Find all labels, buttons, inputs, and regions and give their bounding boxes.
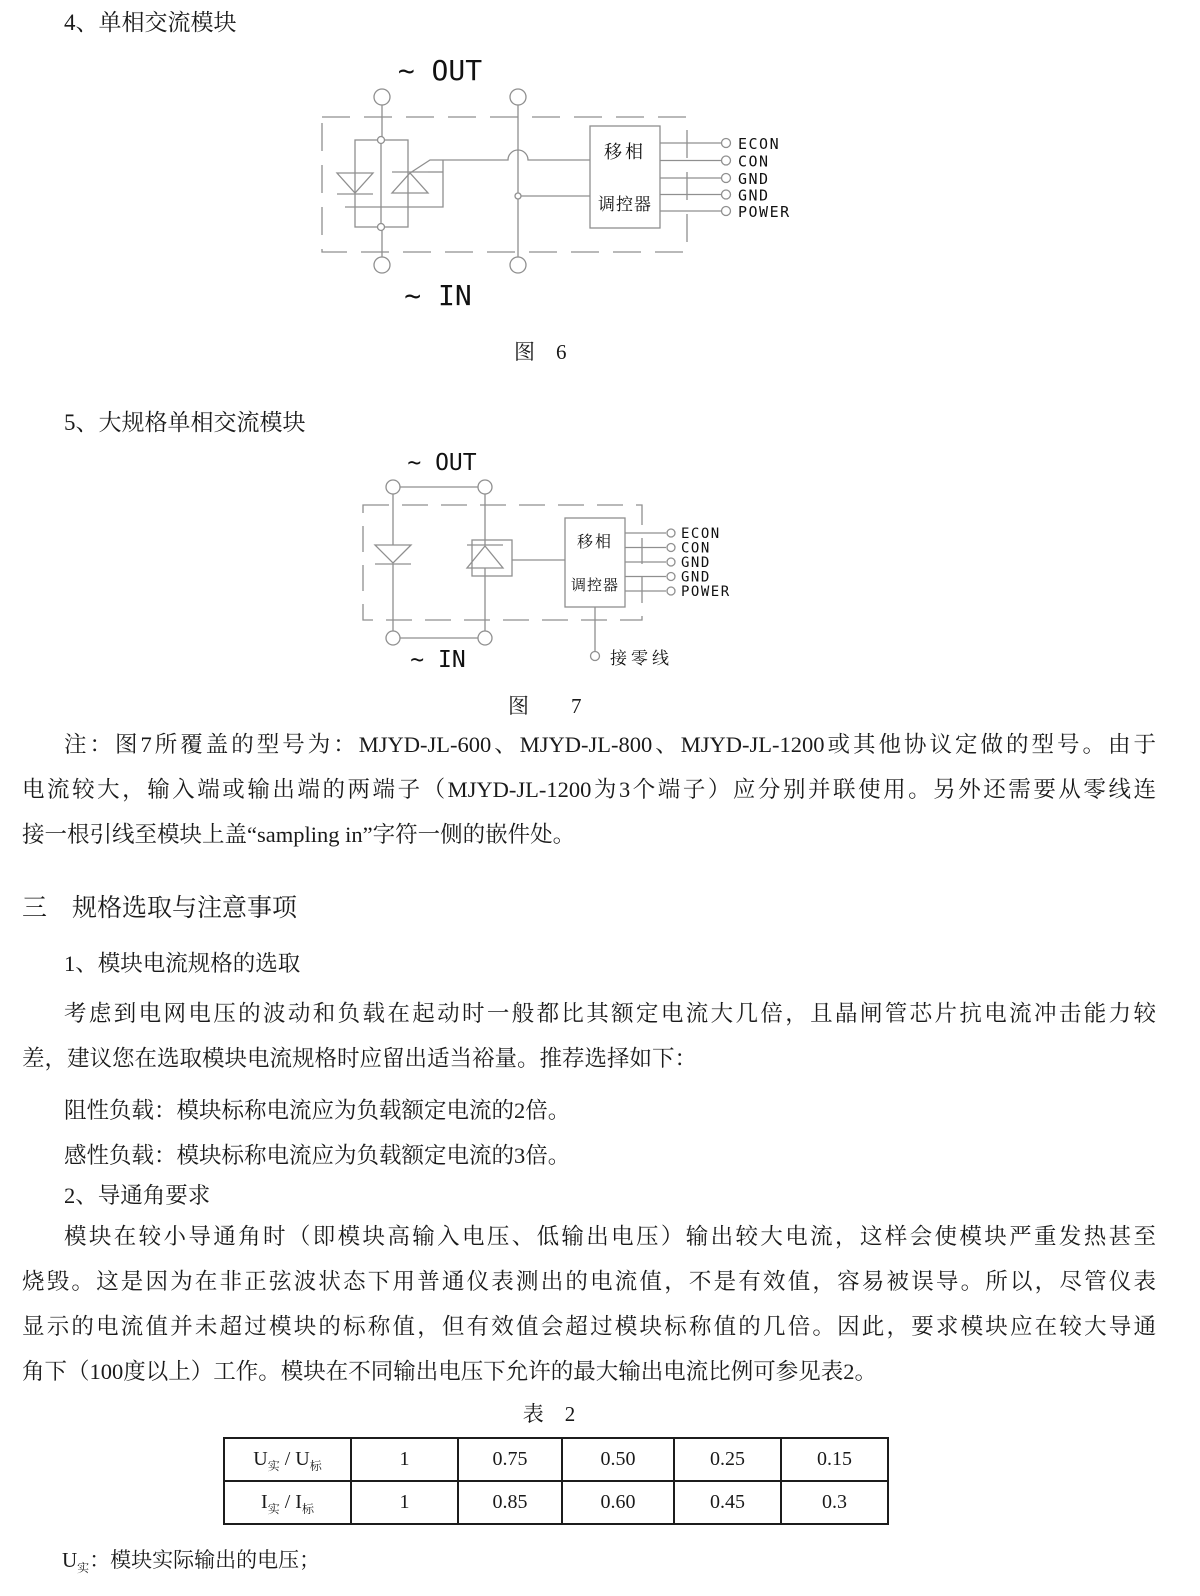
fig7-out-label: ~ OUT xyxy=(407,450,477,476)
fig6-pin-label-gnd2: GND xyxy=(738,186,770,205)
fig6-pin-label-con: CON xyxy=(738,152,770,171)
fig6-out-terminal-left xyxy=(374,89,390,105)
fig6-pin-label-power: POWER xyxy=(738,203,791,221)
fig7-pin-label-econ: ECON xyxy=(681,526,721,542)
paragraph-2 xyxy=(22,1214,1156,1394)
fig6-in-terminal-left xyxy=(374,257,390,273)
para2-line-3: 显示的电流值并未超过模块的标称值，但有效值会超过模块标称值的几倍。因此，要求模块应在较大导通 xyxy=(22,1314,1156,1339)
note-line-2: 电流较大，输入端或输出端的两端子（MJYD-JL-1200为3个端子）应分别并联使用。另外还需要从零线连 xyxy=(22,777,1156,802)
fig7-in-label: ~ IN xyxy=(410,647,466,673)
table2 xyxy=(223,1437,889,1525)
heading-sub1: 1、模块电流规格的选取 xyxy=(64,951,301,976)
fig7-pin-label-gnd2: GND xyxy=(681,569,711,586)
table2-cell: 0.85 xyxy=(458,1481,562,1524)
fig6-in-label: ~ IN xyxy=(404,279,472,312)
figure7-diagram xyxy=(340,438,790,678)
inductive-load-line: 感性负载：模块标称电流应为负载额定电流的3倍。 xyxy=(64,1143,571,1168)
fig7-neutral-label: 接零线 xyxy=(610,649,673,668)
fig6-out-label: ~ OUT xyxy=(397,54,483,87)
heading-section3: 三 规格选取与注意事项 xyxy=(22,895,298,922)
fig7-controller-box xyxy=(565,518,625,607)
note-paragraph xyxy=(22,722,1156,857)
note-line-1: 注：图7所覆盖的型号为：MJYD-JL-600、MJYD-JL-800、MJYD-JL-1200或其他协议定做的型号。由于 xyxy=(64,732,1156,757)
table2-cell: 0.3 xyxy=(781,1481,888,1524)
table2-cell: 0.50 xyxy=(562,1438,674,1481)
table2-row1-label: $U_实 / U_标$ xyxy=(224,1438,351,1481)
table2-cell: 0.45 xyxy=(674,1481,781,1524)
fig6-pin-label-econ: ECON xyxy=(738,135,781,153)
fig7-pin-label-power: POWER xyxy=(681,584,731,600)
table-row xyxy=(224,1481,888,1524)
para1-line-2: 差，建议您在选取模块电流规格时应留出适当裕量。推荐选择如下： xyxy=(22,1046,698,1071)
table2-caption: 表 2 xyxy=(522,1402,576,1426)
fig7-thyristor-right xyxy=(467,540,565,631)
para1-line-1: 考虑到电网电压的波动和负载在起动时一般都比其额定电流大几倍，且晶闸管芯片抗电流冲击能力较 xyxy=(64,1001,1156,1026)
figure7-caption: 图 7 xyxy=(508,694,582,718)
resistive-load-line: 阻性负载：模块标称电流应为负载额定电流的2倍。 xyxy=(64,1098,571,1123)
fig7-controller-label-1: 移相 xyxy=(576,534,614,551)
paragraph-1 xyxy=(22,991,1156,1081)
para2-line-4: 角下（100度以上）工作。模块在不同输出电压下允许的最大输出电流比例可参见表2。 xyxy=(22,1359,878,1384)
table2-row2-label: $I_实 / I_标$ xyxy=(224,1481,351,1524)
table-row xyxy=(224,1438,888,1481)
fig6-triac-symbol xyxy=(337,172,443,194)
fig7-pin-label-con: CON xyxy=(681,540,711,557)
heading-sub2: 2、导通角要求 xyxy=(64,1183,211,1208)
fig6-controller-box xyxy=(590,126,660,228)
table2-cell: 0.25 xyxy=(674,1438,781,1481)
table2-cell: 0.15 xyxy=(781,1438,888,1481)
figure6-diagram xyxy=(300,46,810,322)
fig6-out-terminal-right xyxy=(510,89,526,105)
fig6-controller-label-2: 调控器 xyxy=(598,195,652,214)
heading-section4: 4、单相交流模块 xyxy=(64,10,237,35)
fig7-neutral-connection xyxy=(591,607,674,668)
fig7-out-terminals xyxy=(386,480,492,545)
fig6-left-branch xyxy=(355,89,408,273)
heading-section5: 5、大规格单相交流模块 xyxy=(64,410,306,435)
table2-cell: 1 xyxy=(351,1481,458,1524)
footnote-u-actual: $U_实$：模块实际输出的电压； xyxy=(62,1548,321,1576)
fig7-pins xyxy=(625,526,731,600)
fig7-controller-label-2: 调控器 xyxy=(570,578,620,594)
fig7-in-terminals xyxy=(386,631,492,645)
figure6-caption: 图 6 xyxy=(514,340,567,364)
fig7-thyristor-left xyxy=(375,545,411,631)
note-line-3: 接一根引线至模块上盖“sampling in”字符一侧的嵌件处。 xyxy=(22,822,576,847)
table2-cell: 1 xyxy=(351,1438,458,1481)
table2-cell: 0.60 xyxy=(562,1481,674,1524)
fig6-in-terminal-right xyxy=(510,257,526,273)
table2-cell: 0.75 xyxy=(458,1438,562,1481)
fig6-controller-label-1: 移相 xyxy=(604,142,646,162)
fig6-pin-label-gnd1: GND xyxy=(738,170,770,188)
fig6-pins xyxy=(660,135,791,221)
fig6-gate-wiring xyxy=(345,150,590,207)
fig7-pin-label-gnd1: GND xyxy=(681,555,711,571)
para2-line-2: 烧毁。这是因为在非正弦波状态下用普通仪表测出的电流值，不是有效值，容易被误导。所以，尽管仪表 xyxy=(22,1269,1156,1294)
para2-line-1: 模块在较小导通角时（即模块高输入电压、低输出电压）输出较大电流，这样会使模块严重发热甚至 xyxy=(64,1224,1156,1249)
